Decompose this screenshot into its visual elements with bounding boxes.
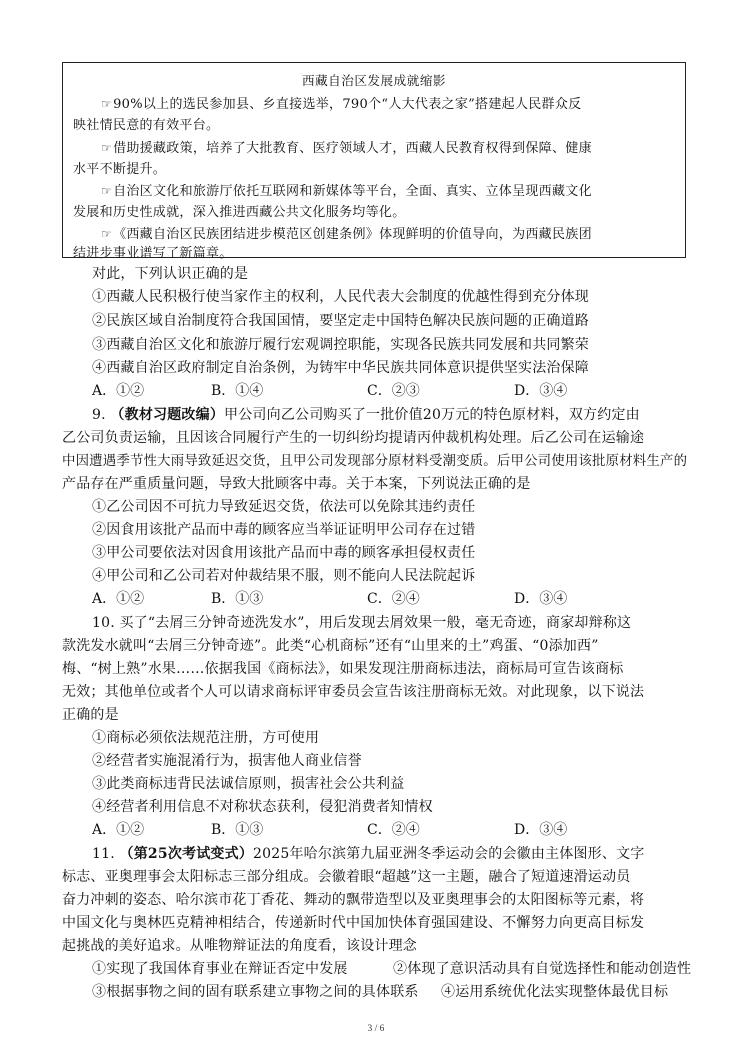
q9-option-d[interactable]: D．③④: [514, 591, 568, 607]
q8-option-d[interactable]: D．③④: [514, 383, 568, 399]
material-item-4-line-1: ☞《西藏自治区民族团结进步模范区创建条例》体现鲜明的价值导向，为西藏民族团: [101, 227, 592, 242]
q9-statement-4: ④甲公司和乙公司若对仲裁结果不服，则不能向人民法院起诉: [92, 568, 476, 584]
q8-option-a[interactable]: A．①②: [92, 383, 145, 399]
material-title: 西藏自治区发展成就缩影: [301, 73, 447, 88]
material-item-2-line-2: 水平不断提升。: [73, 162, 167, 177]
page-number: 3 / 6: [367, 1024, 385, 1034]
material-box: [62, 62, 686, 261]
material-item-3-line-2: 发展和历史性成就，深入推进西藏公共文化服务均等化。: [73, 205, 406, 220]
q11-stem-line-3: 奋力冲刺的姿态、哈尔滨市花丁香花、舞动的飘带造型以及亚奥理事会的太阳图标等元素，将: [62, 892, 645, 908]
material-item-1-line-2: 映社情民意的有效平台。: [73, 118, 220, 133]
q9-option-a[interactable]: A．①②: [92, 591, 145, 607]
q9-number: 9.: [92, 407, 106, 423]
q8-statement-1: ①西藏人民积极行使当家作主的权利，人民代表大会制度的优越性得到充分体现: [92, 289, 589, 305]
q8-statement-2: ②民族区域自治制度符合我国国情，要坚定走中国特色解决民族问题的正确道路: [92, 313, 589, 329]
material-item-2-line-1: ☞借助援藏政策，培养了大批教育、医疗领域人才，西藏人民教育权得到保障、健康: [101, 141, 592, 156]
pointing-hand-icon: ☞: [101, 97, 113, 111]
q11-source-tag: （第25次考试变式）: [119, 846, 254, 862]
q9-source-tag: （教材习题改编）: [110, 407, 225, 423]
q11-stem-line-4: 中国文化与奥林匹克精神相结合，传递新时代中国加快体育强国建设、不懈努力向更高目标发: [62, 915, 645, 931]
q10-option-c[interactable]: C．②④: [367, 822, 420, 838]
q11-statement-4: ④运用系统优化法实现整体最优目标: [441, 984, 669, 1000]
q9-stem-line-3: 中因遭遇季节性大雨导致延迟交货，且甲公司发现部分原材料受潮变质。后甲公司使用该批原材料生产的: [62, 454, 688, 469]
q11-number: 11.: [92, 846, 115, 862]
q10-stem-line-2: 款洗发水就叫“去屑三分钟奇迹”。此类“心机商标”还有“山里来的土”鸡蛋、“0添加西”: [62, 638, 599, 654]
pointing-hand-icon: ☞: [101, 184, 113, 198]
q10-statement-4: ④经营者利用信息不对称状态获利，侵犯消费者知情权: [92, 799, 433, 815]
q9-option-b[interactable]: B．①③: [211, 591, 264, 607]
q11-stem-line-1: 11. （第25次考试变式）2025年哈尔滨第九届亚洲冬季运动会的会徽由主体图形、文字: [92, 846, 645, 862]
q10-stem-line-1: 10. 买了“去屑三分钟奇迹洗发水”，用后发现去屑效果一般，毫无奇迹，商家却辩称这: [92, 615, 632, 631]
q11-stem-line-2: 标志、亚奥理事会太阳标志三部分组成。会徽着眼“超越”这一主题，融合了短道速滑运动员: [62, 869, 631, 885]
q9-statement-3: ③甲公司要依法对因食用该批产品而中毒的顾客承担侵权责任: [92, 545, 476, 561]
q8-option-b[interactable]: B．①④: [211, 383, 264, 399]
q9-statement-1: ①乙公司因不可抗力导致延迟交货，依法可以免除其违约责任: [92, 499, 476, 515]
q10-option-b[interactable]: B．①③: [211, 822, 264, 838]
q10-stem-line-4: 无效；其他单位或者个人可以请求商标评审委员会宣告该注册商标无效。对此现象，以下说法: [62, 684, 645, 700]
q9-stem-line-1: 9. （教材习题改编）甲公司向乙公司购买了一批价值20万元的特色原材料，双方约定由: [92, 407, 640, 423]
q9-stem-line-4: 产品存在严重质量问题，导致大批顾客中毒。关于本案，下列说法正确的是: [62, 476, 531, 492]
material-item-3-line-1: ☞自治区文化和旅游厅依托互联网和新媒体等平台，全面、真实、立体呈现西藏文化: [101, 184, 592, 199]
q10-option-a[interactable]: A．①②: [92, 822, 145, 838]
material-item-1-line-1: ☞90%以上的选民参加县、乡直接选举，790个“人大代表之家”搭建起人民群众反: [101, 97, 582, 112]
q8-option-c[interactable]: C．②③: [367, 383, 420, 399]
q10-statement-3: ③此类商标违背民法诚信原则，损害社会公共利益: [92, 776, 405, 792]
pointing-hand-icon: ☞: [101, 227, 113, 241]
material-item-4-line-2: 结进步事业谱写了新篇章。: [73, 246, 233, 261]
q9-option-c[interactable]: C．②④: [367, 591, 420, 607]
q10-statement-2: ②经营者实施混淆行为，损害他人商业信誉: [92, 753, 362, 769]
q11-stem-line-5: 起挑战的美好追求。从唯物辩证法的角度看，该设计理念: [62, 938, 417, 954]
pointing-hand-icon: ☞: [101, 141, 113, 155]
q10-stem-line-5: 正确的是: [62, 707, 119, 723]
q8-statement-3: ③西藏自治区文化和旅游厅履行宏观调控职能，实现各民族共同发展和共同繁荣: [92, 337, 589, 353]
q9-statement-2: ②因食用该批产品而中毒的顾客应当举证证明甲公司存在过错: [92, 522, 476, 538]
q11-statement-1: ①实现了我国体育事业在辩证否定中发展: [92, 961, 348, 977]
q10-statement-1: ①商标必须依法规范注册，方可使用: [92, 730, 320, 746]
q10-stem-line-3: 梅、“树上熟”水果……依据我国《商标法》，如果发现注册商标违法，商标局可宣告该商标: [62, 661, 624, 677]
q11-statement-2: ②体现了意识活动具有自觉选择性和能动创造性: [393, 961, 692, 977]
q8-stem: 对此，下列认识正确的是: [92, 266, 249, 282]
q8-statement-4: ④西藏自治区政府制定自治条例，为铸牢中华民族共同体意识提供坚实法治保障: [92, 360, 589, 376]
q11-statement-3: ③根据事物之间的固有联系建立事物之间的具体联系: [92, 984, 419, 1000]
q9-stem-line-2: 乙公司负责运输，且因该合同履行产生的一切纠纷均提请丙仲裁机构处理。后乙公司在运输途: [62, 430, 645, 446]
q10-option-d[interactable]: D．③④: [514, 822, 568, 838]
